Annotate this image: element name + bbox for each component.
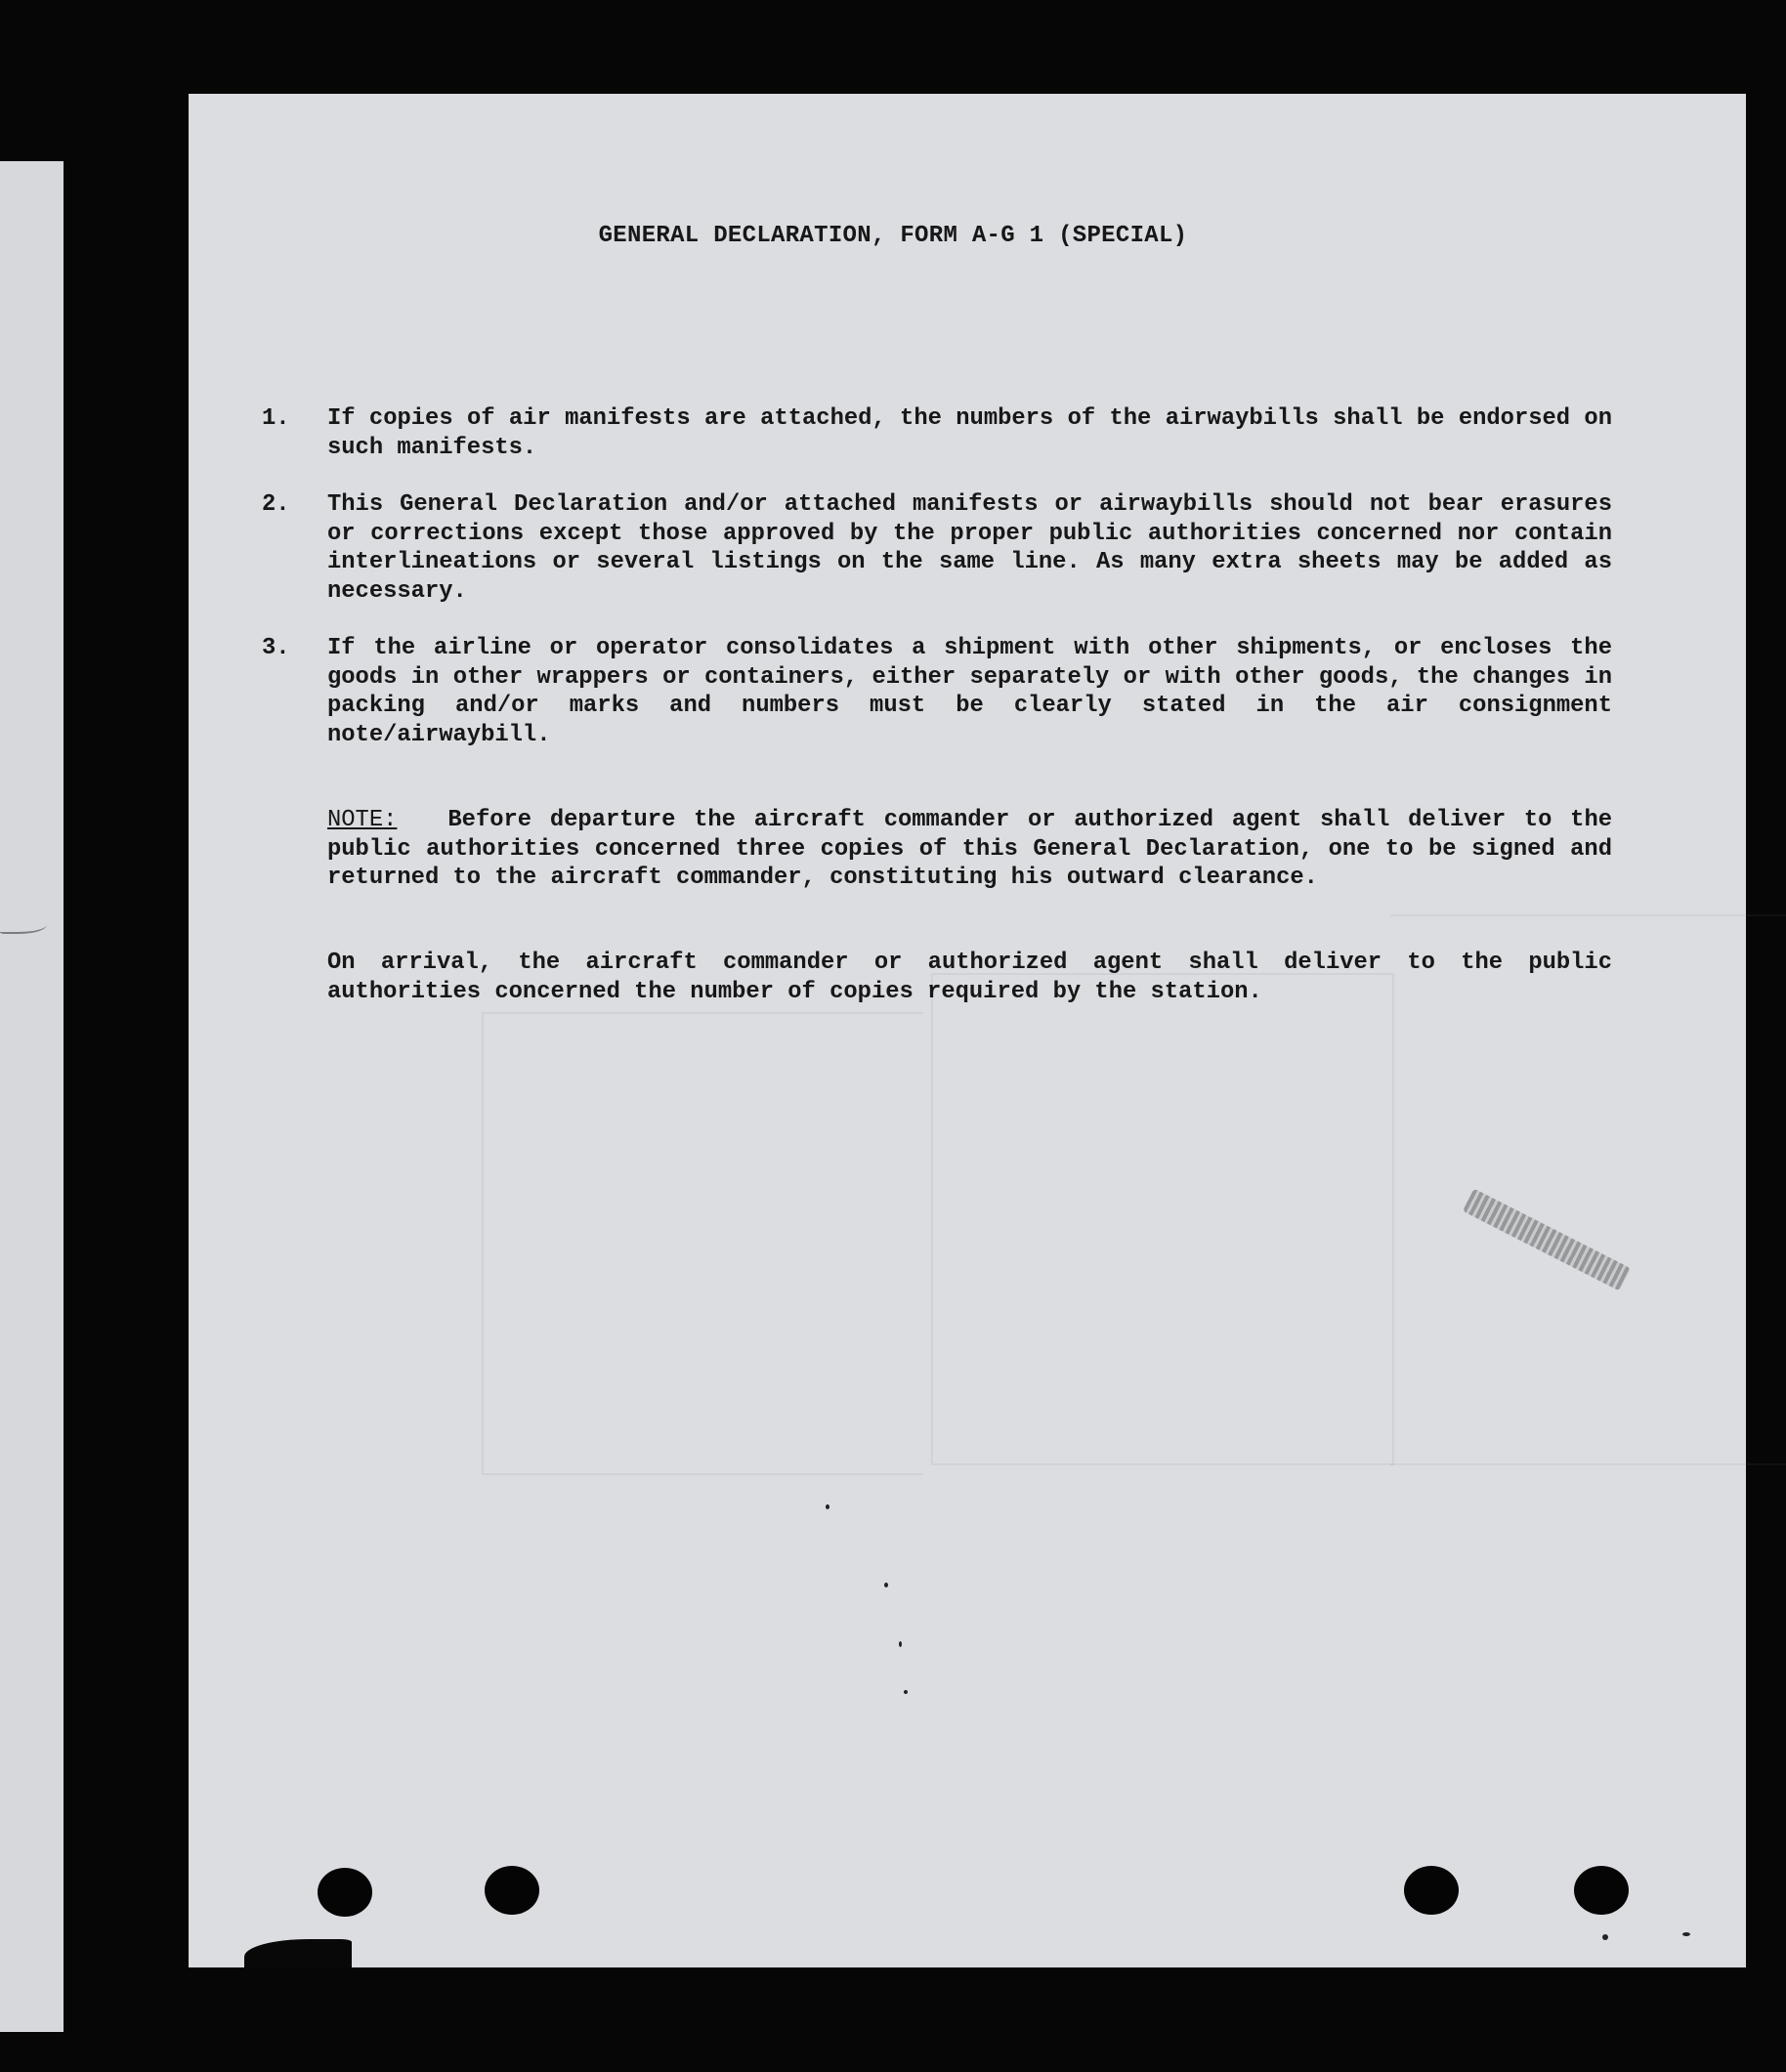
speck-mark xyxy=(1602,1934,1608,1940)
binder-hole xyxy=(318,1868,372,1917)
document-page xyxy=(189,94,1746,1967)
item-text: This General Declaration and/or attached manifests or airwaybills should not bear erasures or corrections except those approved by the proper public authorities concerned nor contain interlineations or several listings on the same line. As many extra sheets may be added as necessary. xyxy=(327,491,1612,605)
speck-mark xyxy=(884,1583,888,1587)
item-text: If the airline or operator consolidates a shipment with other shipments, or encloses the goods in other wrappers or containers, either separately or with other goods, the changes in packing and/or marks and numbers must be clearly stated in the air consignment note/airwaybill. xyxy=(327,635,1612,748)
note-label: NOTE: xyxy=(327,807,398,833)
speck-mark xyxy=(1682,1932,1690,1936)
item-number: 2. xyxy=(262,491,290,518)
bleed-through-form-box xyxy=(482,1012,923,1475)
instruction-item-1 xyxy=(262,404,1612,462)
instruction-item-3 xyxy=(262,634,1612,749)
binder-hole xyxy=(1404,1866,1459,1915)
speck-mark xyxy=(826,1504,829,1509)
document-title: GENERAL DECLARATION, FORM A-G 1 (SPECIAL) xyxy=(598,223,1188,249)
item-text: If copies of air manifests are attached, the numbers of the airwaybills shall be endorsed on such manifests. xyxy=(327,405,1612,461)
item-number: 3. xyxy=(262,635,290,661)
item-number: 1. xyxy=(262,405,290,432)
bleed-through-form-box xyxy=(931,973,1394,1465)
adjacent-page-strip xyxy=(0,161,64,2032)
speck-mark xyxy=(904,1690,908,1694)
instruction-item-2 xyxy=(262,490,1612,606)
speck-mark xyxy=(899,1641,902,1647)
note-paragraph xyxy=(327,806,1612,893)
binder-hole xyxy=(485,1866,539,1915)
binder-hole xyxy=(1574,1866,1629,1915)
arrival-paragraph: On arrival, the aircraft commander or authorized agent shall deliver to the public authorities concerned the number of copies required by the station. xyxy=(327,950,1612,1005)
note-text: Before departure the aircraft commander or authorized agent shall deliver to the public authorities concerned three copies of this General Declaration, one to be signed and returned to the aircraft commander, constituting his outward clearance. xyxy=(327,807,1612,891)
